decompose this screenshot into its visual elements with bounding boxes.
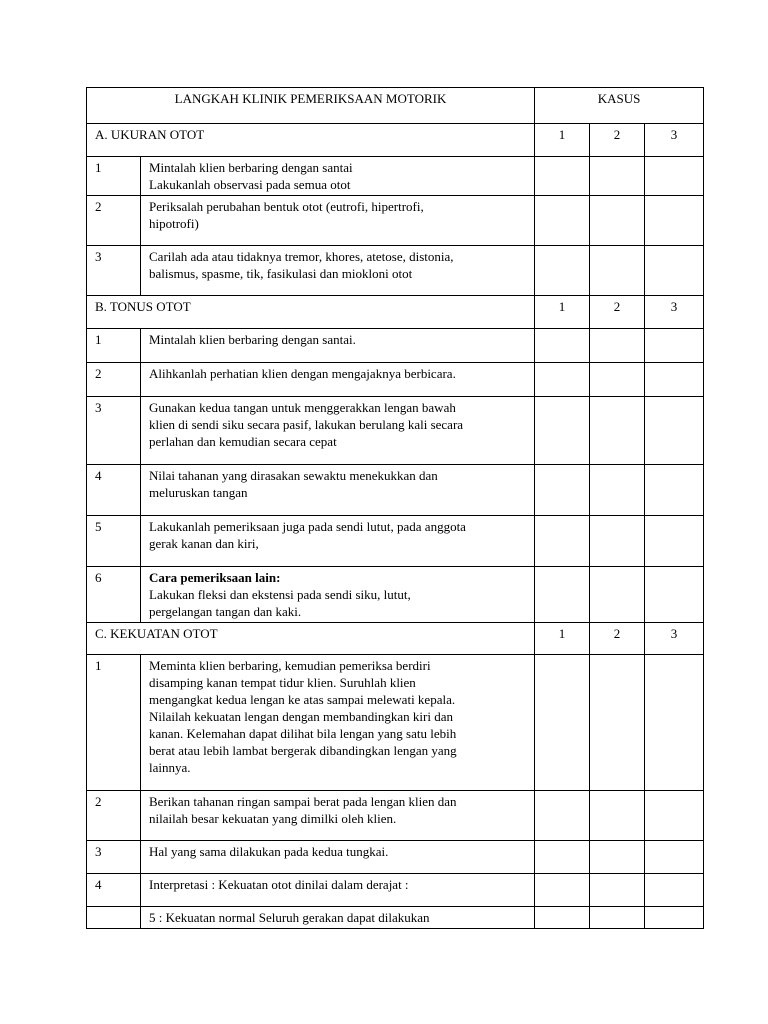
step-text-line: Nilailah kekuatan lengan dengan membandingkan kiri dan [149, 709, 453, 724]
step-text-line: gerak kanan dan kiri, [149, 536, 259, 551]
step-row [87, 363, 704, 397]
step-description [141, 246, 535, 296]
case-1-check-cell[interactable] [535, 874, 590, 907]
case-number-3: 3 [645, 623, 704, 655]
case-1-check-cell[interactable] [535, 791, 590, 841]
case-number-2: 2 [590, 124, 645, 157]
column-title-langkah: LANGKAH KLINIK PEMERIKSAAN MOTORIK [87, 88, 535, 124]
case-number-1: 1 [535, 623, 590, 655]
step-description [141, 907, 535, 929]
case-3-check-cell[interactable] [645, 907, 704, 929]
case-2-check-cell[interactable] [590, 196, 645, 246]
step-number [87, 907, 141, 929]
column-title-kasus: KASUS [535, 88, 704, 124]
step-row [87, 907, 704, 929]
step-number: 3 [87, 246, 141, 296]
case-3-check-cell[interactable] [645, 157, 704, 196]
case-1-check-cell[interactable] [535, 157, 590, 196]
step-text-line: Carilah ada atau tidaknya tremor, khores, atetose, distonia, [149, 249, 454, 264]
step-text-line: pergelangan tangan dan kaki. [149, 604, 302, 619]
case-3-check-cell[interactable] [645, 246, 704, 296]
case-1-check-cell[interactable] [535, 516, 590, 567]
step-text-line: kanan. Kelemahan dapat dilihat bila lengan yang satu lebih [149, 726, 457, 741]
section-title: B. TONUS OTOT [87, 296, 535, 329]
step-description [141, 791, 535, 841]
step-number: 1 [87, 157, 141, 196]
step-heading: Cara pemeriksaan lain: [149, 570, 281, 585]
case-2-check-cell[interactable] [590, 655, 645, 791]
step-text-line: perlahan dan kemudian secara cepat [149, 434, 337, 449]
step-text-line: nilailah besar kekuatan yang dimilki oleh klien. [149, 811, 397, 826]
case-1-check-cell[interactable] [535, 196, 590, 246]
case-3-check-cell[interactable] [645, 516, 704, 567]
case-3-check-cell[interactable] [645, 397, 704, 465]
step-text-line: Lakukanlah pemeriksaan juga pada sendi lutut, pada anggota [149, 519, 466, 534]
case-number-2: 2 [590, 296, 645, 329]
checklist-document [86, 87, 703, 929]
step-description [141, 397, 535, 465]
case-2-check-cell[interactable] [590, 516, 645, 567]
step-number: 5 [87, 516, 141, 567]
step-text-line: Nilai tahanan yang dirasakan sewaktu menekukkan dan [149, 468, 438, 483]
section-row [87, 296, 704, 329]
step-text-line: Meminta klien berbaring, kemudian pemeriksa berdiri [149, 658, 431, 673]
section-row [87, 124, 704, 157]
case-2-check-cell[interactable] [590, 567, 645, 623]
step-row [87, 246, 704, 296]
case-number-3: 3 [645, 296, 704, 329]
case-2-check-cell[interactable] [590, 397, 645, 465]
step-number: 1 [87, 655, 141, 791]
step-description [141, 516, 535, 567]
step-number: 1 [87, 329, 141, 363]
step-description [141, 874, 535, 907]
step-text-line: Gunakan kedua tangan untuk menggerakkan lengan bawah [149, 400, 456, 415]
step-text-line: Periksalah perubahan bentuk otot (eutrofi, hipertrofi, [149, 199, 424, 214]
step-text-line: Lakukanlah observasi pada semua otot [149, 177, 351, 192]
case-2-check-cell[interactable] [590, 907, 645, 929]
step-text-line: hipotrofi) [149, 216, 199, 231]
checklist-body [87, 88, 704, 929]
step-number: 2 [87, 363, 141, 397]
case-1-check-cell[interactable] [535, 246, 590, 296]
step-row [87, 841, 704, 874]
step-row [87, 874, 704, 907]
step-text-line: disamping kanan tempat tidur klien. Suruhlah klien [149, 675, 416, 690]
step-row [87, 655, 704, 791]
step-row [87, 465, 704, 516]
case-3-check-cell[interactable] [645, 567, 704, 623]
step-description [141, 841, 535, 874]
case-3-check-cell[interactable] [645, 465, 704, 516]
case-1-check-cell[interactable] [535, 465, 590, 516]
step-text-line: mengangkat kedua lengan ke atas sampai melewati kepala. [149, 692, 456, 707]
step-row [87, 791, 704, 841]
step-text-line: Berikan tahanan ringan sampai berat pada lengan klien dan [149, 794, 457, 809]
step-number: 2 [87, 791, 141, 841]
step-text-line: balismus, spasme, tik, fasikulasi dan miokloni otot [149, 266, 413, 281]
case-2-check-cell[interactable] [590, 841, 645, 874]
case-3-check-cell[interactable] [645, 363, 704, 397]
table-header-row [87, 88, 704, 124]
step-row [87, 397, 704, 465]
step-description [141, 196, 535, 246]
case-2-check-cell[interactable] [590, 329, 645, 363]
step-number: 2 [87, 196, 141, 246]
case-number-3: 3 [645, 124, 704, 157]
step-text-line: Interpretasi : Kekuatan otot dinilai dalam derajat : [149, 877, 409, 892]
step-description [141, 329, 535, 363]
section-row [87, 623, 704, 655]
case-number-1: 1 [535, 296, 590, 329]
motor-exam-checklist-table [86, 87, 704, 929]
step-description [141, 157, 535, 196]
step-row [87, 329, 704, 363]
step-description [141, 655, 535, 791]
case-1-check-cell[interactable] [535, 841, 590, 874]
step-text-line: 5 : Kekuatan normal Seluruh gerakan dapat dilakukan [149, 910, 430, 925]
step-text-line: Mintalah klien berbaring dengan santai [149, 160, 353, 175]
step-text-line: Hal yang sama dilakukan pada kedua tungkai. [149, 844, 389, 859]
step-text-line: meluruskan tangan [149, 485, 248, 500]
step-text-line: Lakukan fleksi dan ekstensi pada sendi siku, lutut, [149, 587, 411, 602]
case-1-check-cell[interactable] [535, 397, 590, 465]
case-1-check-cell[interactable] [535, 655, 590, 791]
case-1-check-cell[interactable] [535, 329, 590, 363]
step-number: 4 [87, 465, 141, 516]
step-row [87, 516, 704, 567]
step-number: 4 [87, 874, 141, 907]
case-number-1: 1 [535, 124, 590, 157]
section-title: C. KEKUATAN OTOT [87, 623, 535, 655]
case-1-check-cell[interactable] [535, 567, 590, 623]
case-2-check-cell[interactable] [590, 157, 645, 196]
section-title: A. UKURAN OTOT [87, 124, 535, 157]
case-2-check-cell[interactable] [590, 791, 645, 841]
step-row [87, 196, 704, 246]
step-row [87, 567, 704, 623]
step-text-line: Mintalah klien berbaring dengan santai. [149, 332, 356, 347]
case-3-check-cell[interactable] [645, 329, 704, 363]
case-1-check-cell[interactable] [535, 907, 590, 929]
step-text-line: klien di sendi siku secara pasif, lakukan berulang kali secara [149, 417, 464, 432]
case-3-check-cell[interactable] [645, 874, 704, 907]
case-2-check-cell[interactable] [590, 465, 645, 516]
step-row [87, 157, 704, 196]
step-number: 3 [87, 397, 141, 465]
step-number: 3 [87, 841, 141, 874]
case-2-check-cell[interactable] [590, 874, 645, 907]
case-2-check-cell[interactable] [590, 246, 645, 296]
case-number-2: 2 [590, 623, 645, 655]
case-3-check-cell[interactable] [645, 791, 704, 841]
step-description [141, 465, 535, 516]
case-3-check-cell[interactable] [645, 841, 704, 874]
step-text-line: berat atau lebih lambat bergerak dibandingkan lengan yang [149, 743, 457, 758]
step-number: 6 [87, 567, 141, 623]
step-text-line: lainnya. [149, 760, 191, 775]
case-3-check-cell[interactable] [645, 655, 704, 791]
step-description [141, 567, 535, 623]
case-1-check-cell[interactable] [535, 363, 590, 397]
case-3-check-cell[interactable] [645, 196, 704, 246]
step-text-line: Alihkanlah perhatian klien dengan mengajaknya berbicara. [149, 366, 456, 381]
step-description [141, 363, 535, 397]
case-2-check-cell[interactable] [590, 363, 645, 397]
